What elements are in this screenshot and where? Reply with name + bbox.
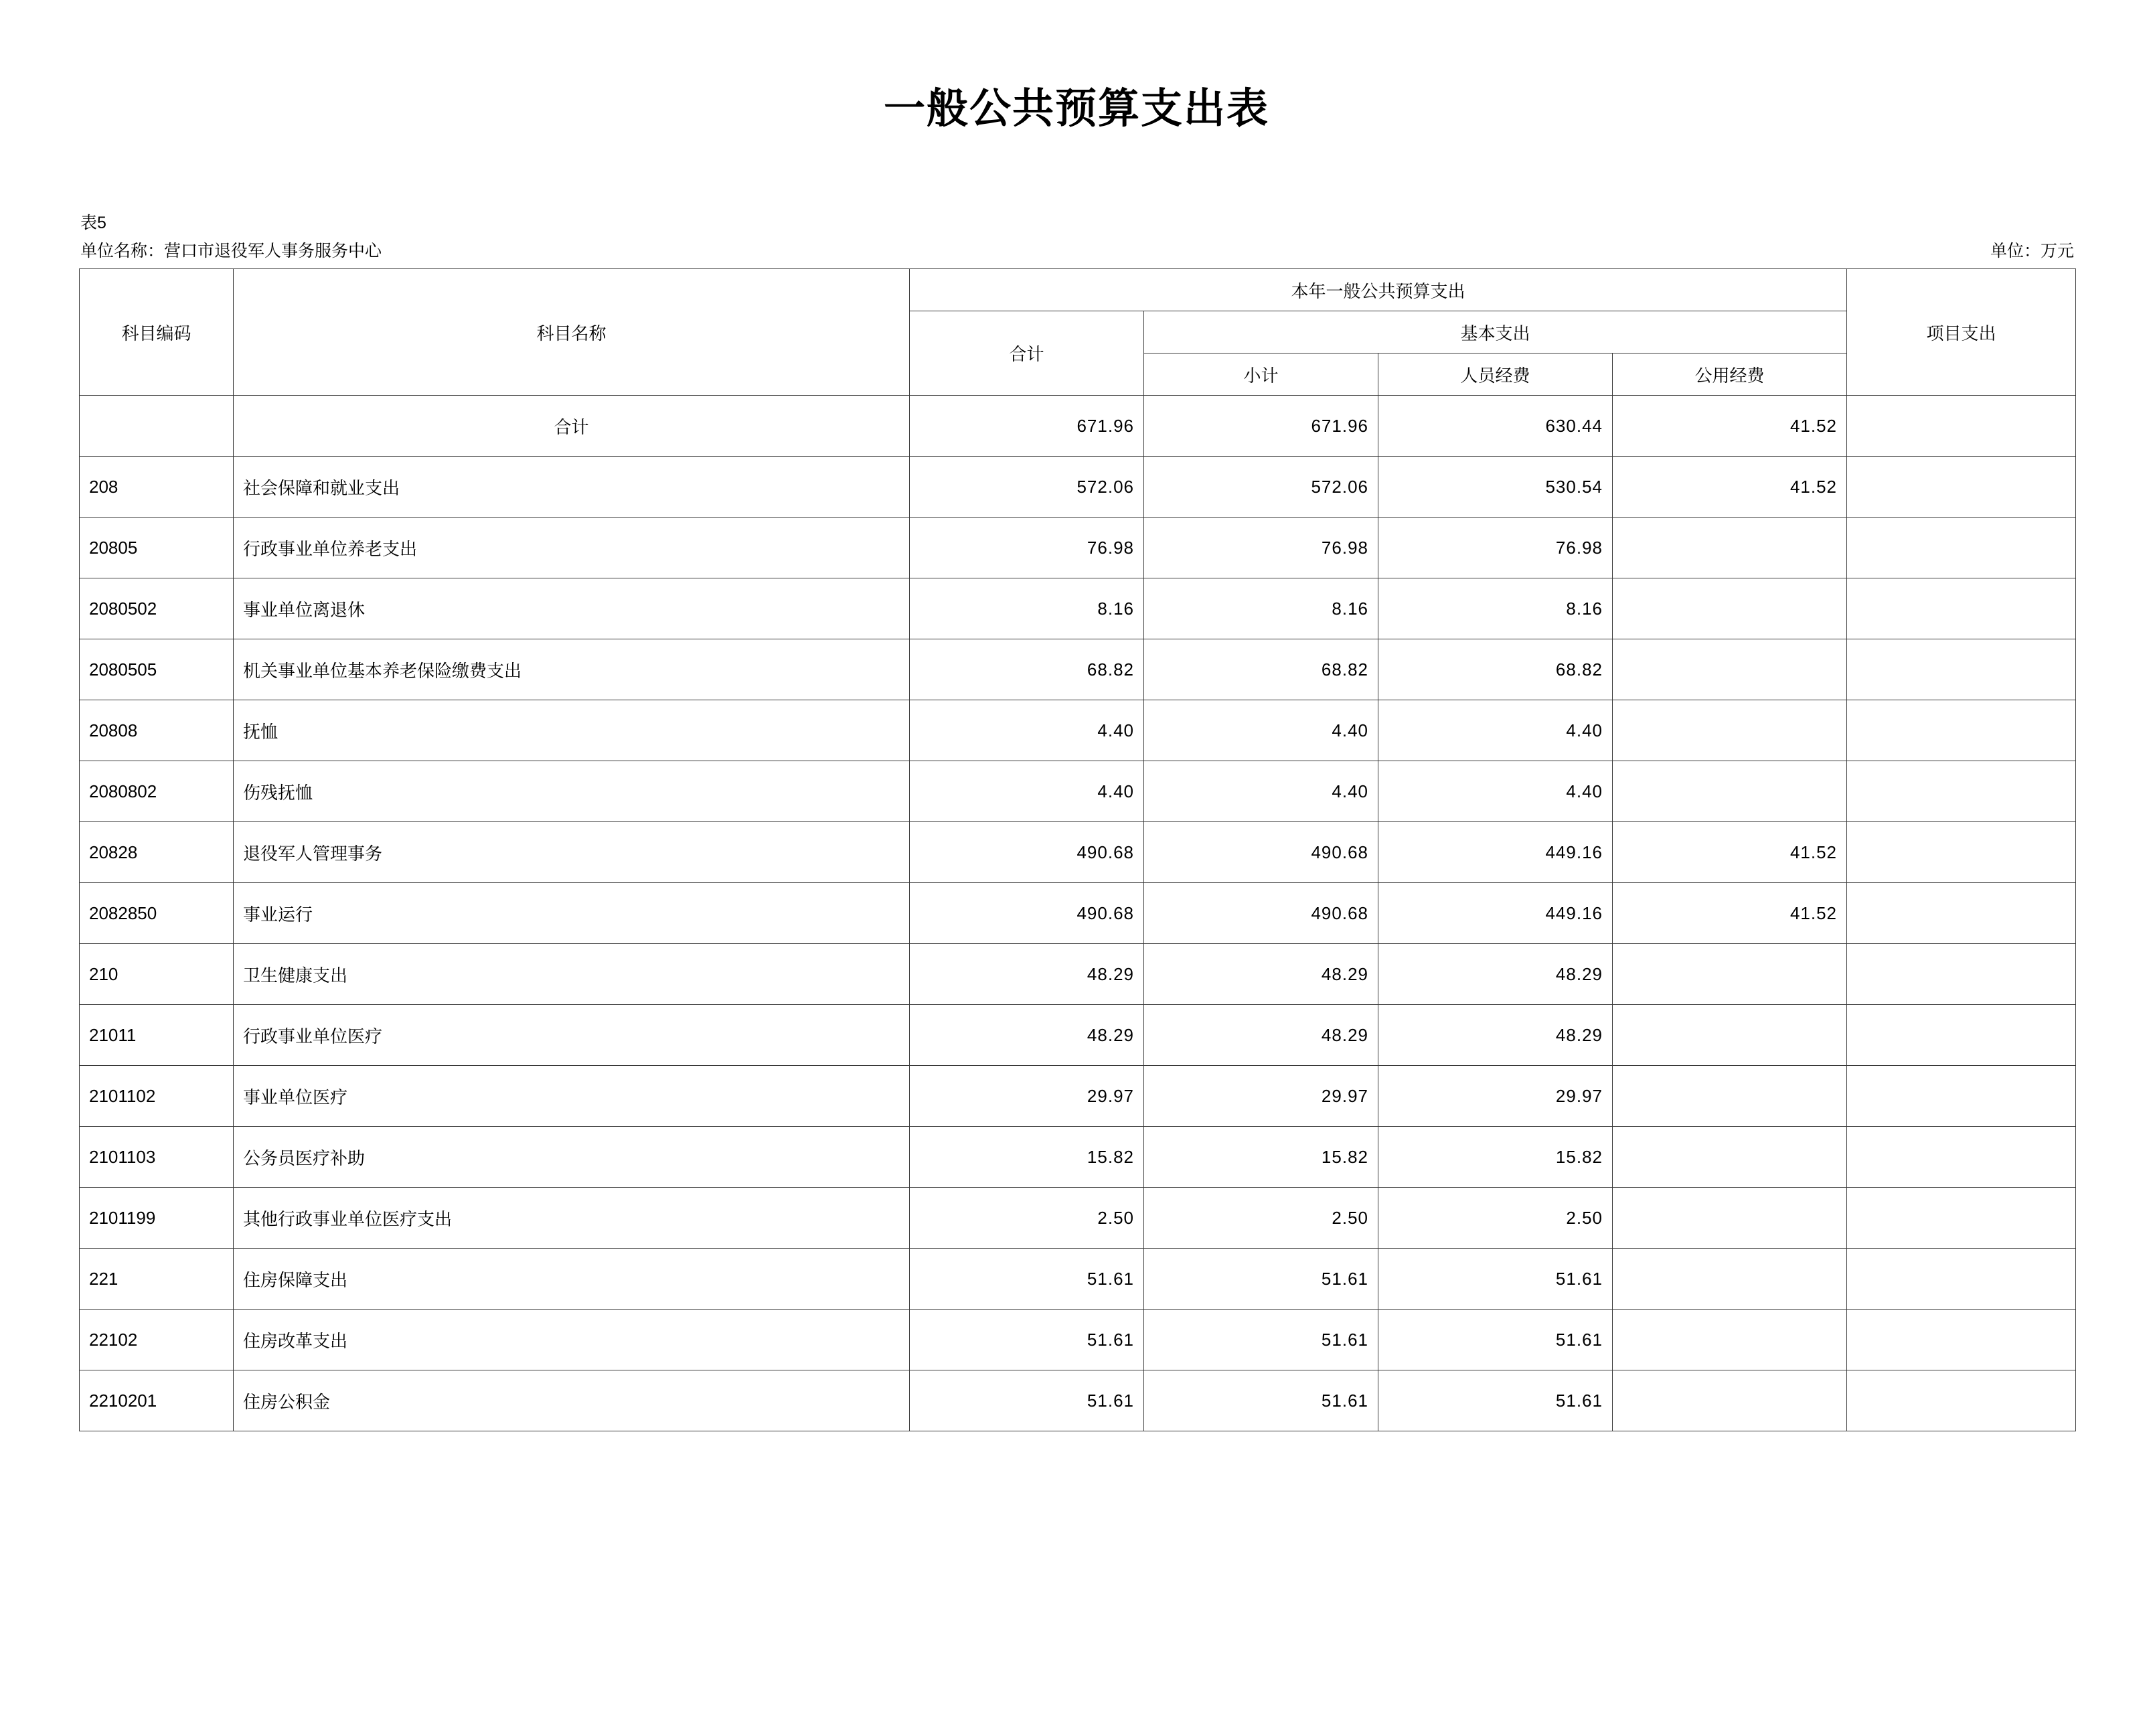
cell-total: 4.40 [910, 700, 1144, 761]
cell-subtotal: 51.61 [1144, 1370, 1378, 1431]
cell-subtotal: 4.40 [1144, 700, 1378, 761]
cell-code: 208 [80, 457, 234, 518]
cell-name: 退役军人管理事务 [234, 822, 910, 883]
cell-code: 2101103 [80, 1127, 234, 1188]
cell-public: 41.52 [1613, 883, 1847, 944]
table-row [80, 1310, 2076, 1370]
cell-personnel: 48.29 [1378, 1005, 1613, 1066]
cell-total: 490.68 [910, 883, 1144, 944]
cell-code: 2101102 [80, 1066, 234, 1127]
cell-total: 76.98 [910, 518, 1144, 578]
cell-subtotal: 68.82 [1144, 639, 1378, 700]
cell-name: 行政事业单位养老支出 [234, 518, 910, 578]
cell-code: 22102 [80, 1310, 234, 1370]
document-meta [0, 208, 2153, 262]
cell-personnel: 48.29 [1378, 944, 1613, 1005]
page-title: 一般公共预算支出表 [883, 86, 1269, 132]
cell-public [1613, 578, 1847, 639]
cell-personnel: 449.16 [1378, 883, 1613, 944]
cell-public [1613, 518, 1847, 578]
table-row [80, 1249, 2076, 1310]
cell-public [1613, 944, 1847, 1005]
table-row [80, 457, 2076, 518]
cell-subtotal: 572.06 [1144, 457, 1378, 518]
table-body [80, 396, 2076, 1431]
column-header-year-group: 本年一般公共预算支出 [910, 269, 1847, 311]
meta-row [80, 238, 2074, 262]
cell-name: 事业运行 [234, 883, 910, 944]
table-row [80, 761, 2076, 822]
cell-subtotal: 671.96 [1144, 396, 1378, 457]
cell-project [1847, 639, 2076, 700]
cell-subtotal: 51.61 [1144, 1249, 1378, 1310]
unit-name-label: 单位名称：营口市退役军人事务服务中心 [80, 242, 382, 260]
cell-name: 行政事业单位医疗 [234, 1005, 910, 1066]
cell-personnel: 530.54 [1378, 457, 1613, 518]
column-header-subtotal: 小计 [1144, 353, 1378, 396]
cell-name: 合计 [234, 396, 910, 457]
cell-project [1847, 1127, 2076, 1188]
cell-public: 41.52 [1613, 396, 1847, 457]
table-row [80, 944, 2076, 1005]
cell-name: 住房改革支出 [234, 1310, 910, 1370]
cell-total: 671.96 [910, 396, 1144, 457]
budget-expenditure-table [79, 268, 2076, 1431]
cell-name: 事业单位离退休 [234, 578, 910, 639]
column-header-basic-group: 基本支出 [1144, 311, 1847, 353]
cell-total: 490.68 [910, 822, 1144, 883]
cell-public [1613, 1005, 1847, 1066]
cell-public [1613, 700, 1847, 761]
cell-code: 20828 [80, 822, 234, 883]
cell-total: 15.82 [910, 1127, 1144, 1188]
cell-personnel: 15.82 [1378, 1127, 1613, 1188]
cell-total: 51.61 [910, 1310, 1144, 1370]
cell-total: 68.82 [910, 639, 1144, 700]
cell-project [1847, 1066, 2076, 1127]
column-header-project: 项目支出 [1847, 269, 2076, 396]
cell-subtotal: 15.82 [1144, 1127, 1378, 1188]
cell-project [1847, 1310, 2076, 1370]
cell-public: 41.52 [1613, 457, 1847, 518]
cell-code: 2080505 [80, 639, 234, 700]
cell-public [1613, 1066, 1847, 1127]
column-header-name: 科目名称 [234, 269, 910, 396]
cell-project [1847, 822, 2076, 883]
table-row [80, 700, 2076, 761]
cell-subtotal: 8.16 [1144, 578, 1378, 639]
column-header-total: 合计 [910, 311, 1144, 396]
table-row [80, 822, 2076, 883]
document-page [0, 75, 2153, 1736]
cell-personnel: 51.61 [1378, 1310, 1613, 1370]
cell-project [1847, 457, 2076, 518]
cell-personnel: 630.44 [1378, 396, 1613, 457]
table-row [80, 639, 2076, 700]
cell-code: 20808 [80, 700, 234, 761]
amount-unit-label: 单位：万元 [1990, 242, 2074, 260]
cell-name: 机关事业单位基本养老保险缴费支出 [234, 639, 910, 700]
cell-public [1613, 1370, 1847, 1431]
cell-code: 2210201 [80, 1370, 234, 1431]
cell-total: 29.97 [910, 1066, 1144, 1127]
table-row [80, 396, 2076, 457]
column-header-code: 科目编码 [80, 269, 234, 396]
cell-public: 41.52 [1613, 822, 1847, 883]
cell-total: 572.06 [910, 457, 1144, 518]
cell-total: 48.29 [910, 944, 1144, 1005]
cell-subtotal: 4.40 [1144, 761, 1378, 822]
cell-subtotal: 48.29 [1144, 944, 1378, 1005]
cell-code: 2080502 [80, 578, 234, 639]
table-row [80, 518, 2076, 578]
cell-name: 其他行政事业单位医疗支出 [234, 1188, 910, 1249]
cell-subtotal: 76.98 [1144, 518, 1378, 578]
table-row [80, 1127, 2076, 1188]
cell-code: 2101199 [80, 1188, 234, 1249]
table-row [80, 578, 2076, 639]
cell-project [1847, 761, 2076, 822]
cell-total: 4.40 [910, 761, 1144, 822]
cell-project [1847, 944, 2076, 1005]
cell-project [1847, 883, 2076, 944]
table-row [80, 1188, 2076, 1249]
cell-code: 2082850 [80, 883, 234, 944]
table-row [80, 1370, 2076, 1431]
cell-public [1613, 761, 1847, 822]
table-row [80, 1005, 2076, 1066]
cell-personnel: 68.82 [1378, 639, 1613, 700]
cell-personnel: 76.98 [1378, 518, 1613, 578]
cell-subtotal: 51.61 [1144, 1310, 1378, 1370]
cell-project [1847, 1005, 2076, 1066]
cell-personnel: 2.50 [1378, 1188, 1613, 1249]
cell-project [1847, 1249, 2076, 1310]
table-row [80, 883, 2076, 944]
table-row [80, 1066, 2076, 1127]
cell-code: 20805 [80, 518, 234, 578]
cell-name: 社会保障和就业支出 [234, 457, 910, 518]
cell-public [1613, 1127, 1847, 1188]
cell-name: 事业单位医疗 [234, 1066, 910, 1127]
cell-public [1613, 1310, 1847, 1370]
cell-subtotal: 29.97 [1144, 1066, 1378, 1127]
cell-total: 8.16 [910, 578, 1144, 639]
cell-subtotal: 2.50 [1144, 1188, 1378, 1249]
cell-name: 公务员医疗补助 [234, 1127, 910, 1188]
table-label: 表5 [80, 214, 106, 232]
cell-total: 51.61 [910, 1370, 1144, 1431]
cell-total: 51.61 [910, 1249, 1144, 1310]
cell-public [1613, 639, 1847, 700]
cell-subtotal: 490.68 [1144, 883, 1378, 944]
cell-project [1847, 700, 2076, 761]
cell-personnel: 4.40 [1378, 700, 1613, 761]
column-header-personnel: 人员经费 [1378, 353, 1613, 396]
table-header [80, 269, 2076, 396]
cell-project [1847, 396, 2076, 457]
cell-project [1847, 518, 2076, 578]
cell-personnel: 29.97 [1378, 1066, 1613, 1127]
cell-code [80, 396, 234, 457]
cell-project [1847, 1188, 2076, 1249]
cell-public [1613, 1249, 1847, 1310]
cell-total: 48.29 [910, 1005, 1144, 1066]
cell-project [1847, 578, 2076, 639]
cell-personnel: 51.61 [1378, 1249, 1613, 1310]
cell-personnel: 4.40 [1378, 761, 1613, 822]
cell-name: 住房保障支出 [234, 1249, 910, 1310]
cell-code: 21011 [80, 1005, 234, 1066]
cell-name: 住房公积金 [234, 1370, 910, 1431]
cell-total: 2.50 [910, 1188, 1144, 1249]
cell-name: 抚恤 [234, 700, 910, 761]
cell-subtotal: 48.29 [1144, 1005, 1378, 1066]
cell-subtotal: 490.68 [1144, 822, 1378, 883]
cell-personnel: 449.16 [1378, 822, 1613, 883]
cell-personnel: 51.61 [1378, 1370, 1613, 1431]
cell-personnel: 8.16 [1378, 578, 1613, 639]
cell-name: 卫生健康支出 [234, 944, 910, 1005]
cell-public [1613, 1188, 1847, 1249]
cell-code: 2080802 [80, 761, 234, 822]
cell-code: 210 [80, 944, 234, 1005]
cell-name: 伤残抚恤 [234, 761, 910, 822]
column-header-public: 公用经费 [1613, 353, 1847, 396]
cell-code: 221 [80, 1249, 234, 1310]
cell-project [1847, 1370, 2076, 1431]
